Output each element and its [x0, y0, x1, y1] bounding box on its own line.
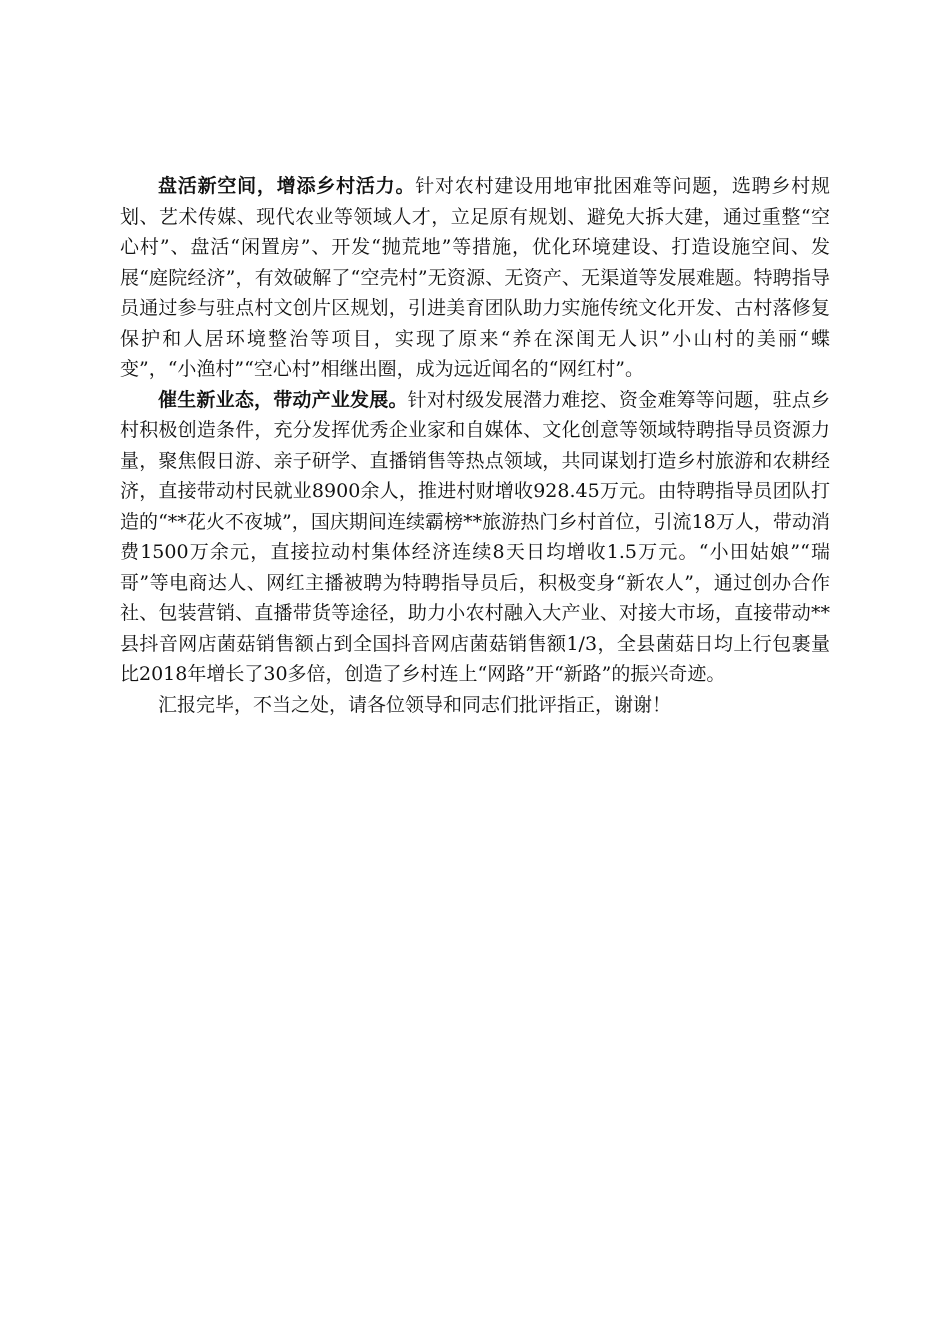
- paragraph-revitalize-space: [120, 171, 830, 385]
- paragraph-heading: 催生新业态，带动产业发展。: [158, 388, 408, 411]
- paragraph-heading: 盘活新空间，增添乡村活力。: [158, 175, 416, 197]
- paragraph-text: 汇报完毕，不当之处，请各位领导和同志们批评指正，谢谢！: [158, 693, 672, 716]
- paragraph-text: 针对村级发展潜力难挖、资金难筹等问题，驻点乡村积极创造条件，充分发挥优秀企业家和自媒体、文化创意等领域特聘指导员资源力量，聚焦假日游、亲子研学、直播销售等热点领域，共同谋划打造乡村旅游和农耕经济，直接带动村民就业8900余人，推进村财增收928.45万元。由特聘指导员团队打造的“**花火不夜城”，国庆期间连续霸榜**旅游热门乡村首位，引流18万人，带动消费1500万余元，直接拉动村集体经济连续8天日均增收1.5万元。“小田姑娘”“瑞哥”等电商达人、网红主播被聘为特聘指导员后，积极变身“新农人”，通过创办合作社、包装营销、直播带货等途径，助力小农村融入大产业、对接大市场，直接带动**县抖音网店菌菇销售额占到全国抖音网店菌菇销售额1/3，全县菌菇日均上行包裹量比2018年增长了30多倍，创造了乡村连上“网路”开“新路”的振兴奇迹。: [120, 388, 830, 685]
- document-body: [120, 171, 830, 720]
- paragraph-new-business: [120, 385, 830, 690]
- paragraph-text: 针对农村建设用地审批困难等问题，选聘乡村规划、艺术传媒、现代农业等领域人才，立足原有规划、避免大拆大建，通过重整“空心村”、盘活“闲置房”、开发“抛荒地”等措施，优化环境建设、打造设施空间、发展“庭院经济”，有效破解了“空壳村”无资源、无资产、无渠道等发展难题。特聘指导员通过参与驻点村文创片区规划，引进美育团队助力实施传统文化开发、古村落修复保护和人居环境整治等项目，实现了原来“养在深闺无人识”小山村的美丽“蝶变”，“小渔村”“空心村”相继出圈，成为远近闻名的“网红村”。: [120, 175, 830, 380]
- paragraph-closing: [120, 690, 830, 721]
